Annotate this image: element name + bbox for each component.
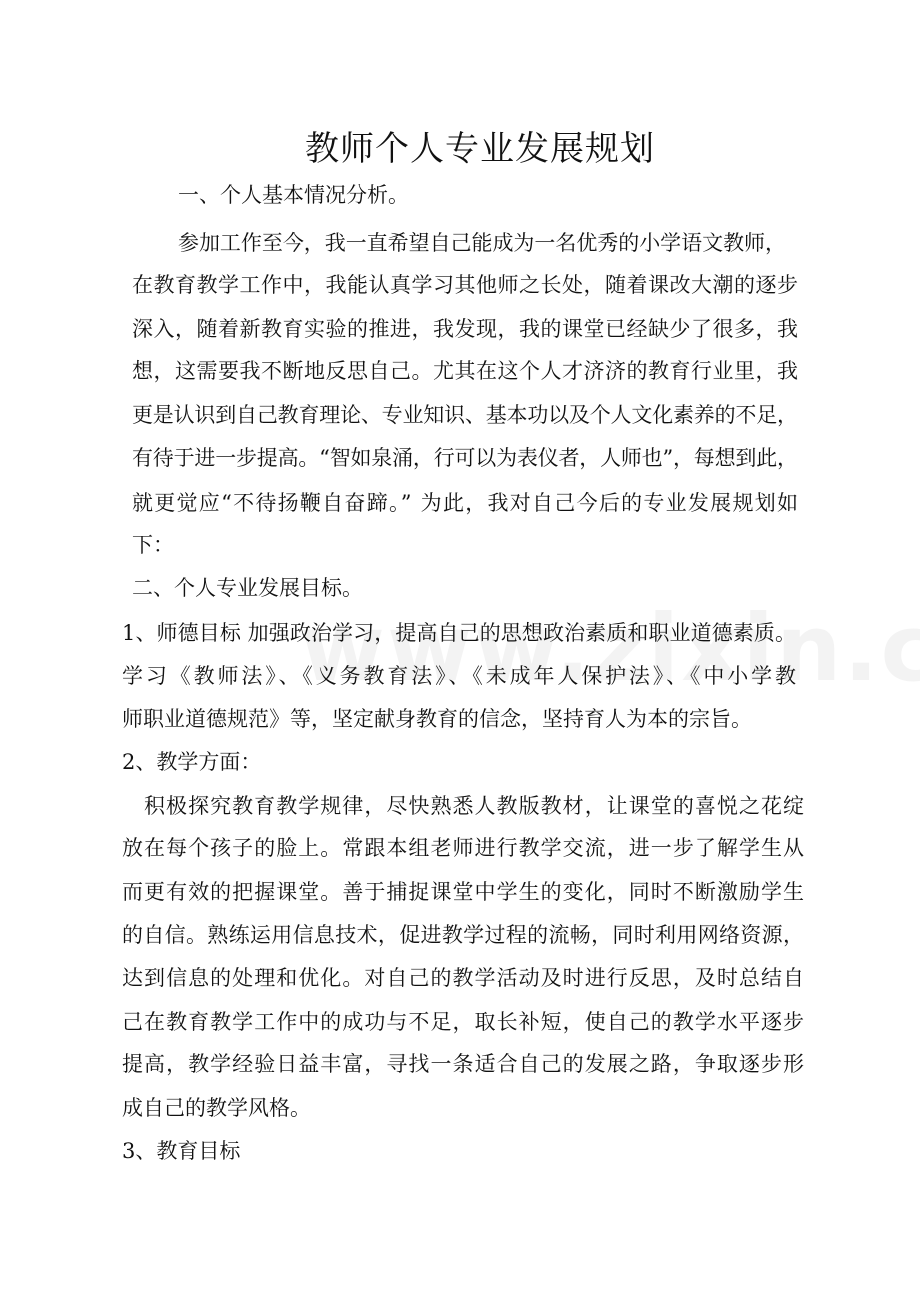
paragraph-line: 深入，随着新教育实验的推进，我发现，我的课堂已经缺少了很多，我 xyxy=(132,317,799,341)
paragraph-line: 想，这需要我不断地反思自己。尤其在这个人才济济的教育行业里，我 xyxy=(132,359,799,383)
paragraph-line: 己在教育教学工作中的成功与不足，取长补短，使自己的教学水平逐步 xyxy=(122,1010,806,1034)
section-heading-1: 一、个人基本情况分析。 xyxy=(178,183,409,207)
paragraph-line: 有待于进一步提高。“智如泉涌，行可以为表仪者，人师也”，每想到此， xyxy=(132,446,798,470)
paragraph-line: 提高，教学经验日益丰富，寻找一条适合自己的发展之路，争取逐步形 xyxy=(122,1052,806,1076)
paragraph-line: 积极探究教育教学规律，尽快熟悉人教版教材，让课堂的喜悦之花绽 xyxy=(144,794,806,818)
subsection-heading: 2、教学方面： xyxy=(122,750,262,774)
paragraph-line: 在教育教学工作中，我能认真学习其他师之长处，随着课改大潮的逐步 xyxy=(132,273,799,297)
section-heading-2: 二、个人专业发展目标。 xyxy=(132,576,363,600)
paragraph-line: 1、师德目标 加强政治学习，提高自己的思想政治素质和职业道德素质。 xyxy=(122,621,797,645)
paragraph-line: 达到信息的处理和优化。对自己的教学活动及时进行反思，及时总结自 xyxy=(122,966,806,990)
paragraph-line: 成自己的教学风格。 xyxy=(122,1096,311,1120)
paragraph-line: 参加工作至今，我一直希望自己能成为一名优秀的小学语文教师， xyxy=(178,231,786,255)
paragraph-line: 就更觉应“不待扬鞭自奋蹄。” 为此，我对自己今后的专业发展规划如 xyxy=(132,491,800,515)
document-title: 教师个人专业发展规划 xyxy=(305,129,655,169)
paragraph-line: 师职业道德规范》等，坚定献身教育的信念，坚持育人为本的宗旨。 xyxy=(122,707,752,731)
subsection-heading: 3、教育目标 xyxy=(122,1139,241,1163)
paragraph-line: 更是认识到自己教育理论、专业知识、基本功以及个人文化素养的不足， xyxy=(132,403,798,427)
paragraph-line: 放在每个孩子的脸上。常跟本组老师进行教学交流，进一步了解学生从 xyxy=(122,836,806,860)
paragraph-line: 学习《教师法》、《义务教育法》、《未成年人保护法》、《中小学教 xyxy=(122,664,799,688)
paragraph-line: 下： xyxy=(132,533,174,557)
paragraph-line: 而更有效的把握课堂。善于捕捉课堂中学生的变化，同时不断激励学生 xyxy=(122,880,806,904)
paragraph-line: 的自信。熟练运用信息技术，促进教学过程的流畅，同时利用网络资源， xyxy=(122,923,805,947)
